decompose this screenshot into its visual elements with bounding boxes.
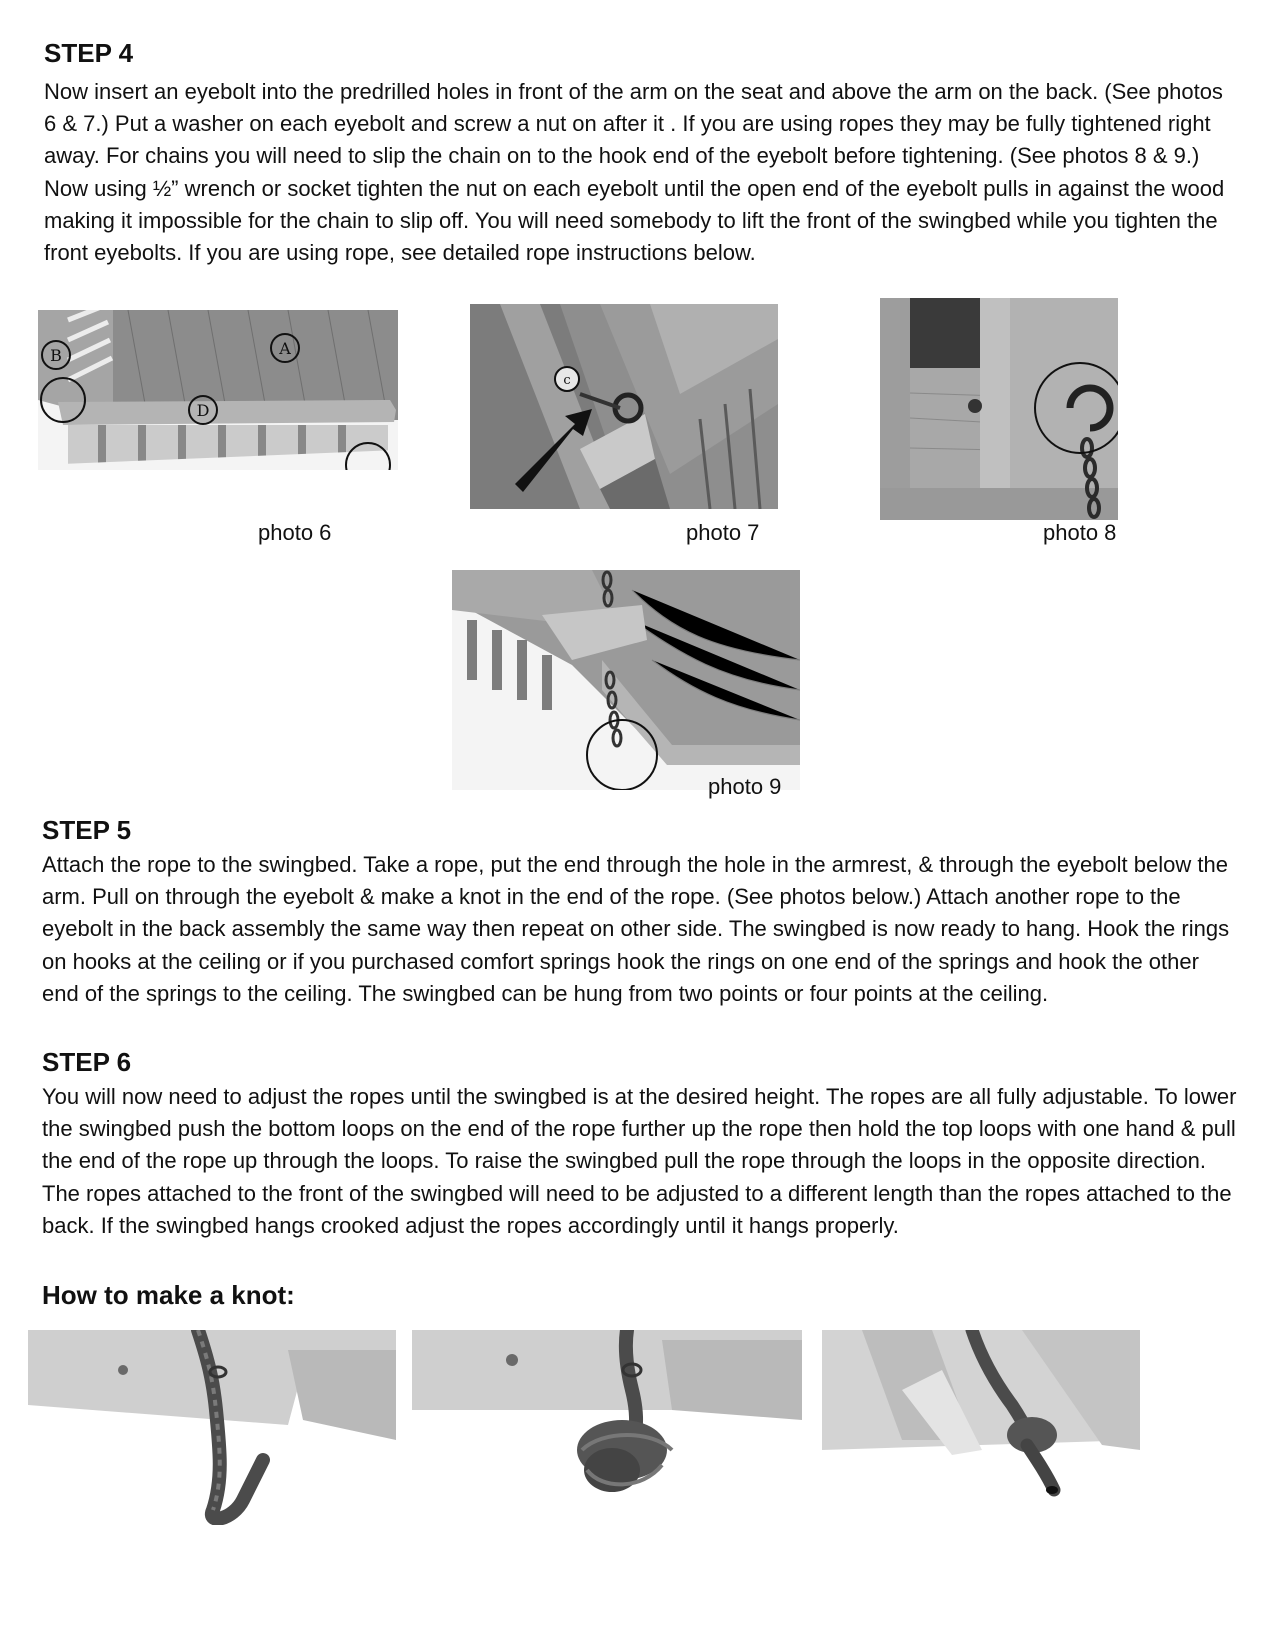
step6-text: You will now need to adjust the ropes until the swingbed is at the desired height. The ropes are all fully adjustable. To lower the swingbed push the bottom loops on the end of the rope further up the rope then hold the top loops with one hand & pull the end of the rope up through the loops. To raise the swingbed pull the rope through the loops in the opposite direction. The ropes attached to the front of the swingbed will need to be adjusted to a different length than the ropes attached to the back. If the swingbed hangs crooked adjust the ropes accordingly until it hangs properly.: [42, 1084, 1237, 1238]
photo-7: [470, 304, 778, 509]
step5-heading: STEP 5: [42, 815, 132, 845]
knot-photo-1: [28, 1330, 396, 1525]
step5-text: Attach the rope to the swingbed. Take a rope, put the end through the hole in the armrest, & through the eyebolt below the arm. Pull on through the eyebolt & make a knot in the end of the rope. (See photos below.) Attach another rope to the eyebolt in the back assembly the same way then repeat on other side. The swingbed is now ready to hang. Hook the rings on hooks at the ceiling or if you purchased comfort springs hook the rings on one end of the springs and hook the other end of the springs to the ceiling. The swingbed can be hung from two points or four points at the ceiling.: [42, 852, 1230, 1006]
photo6-label-d: D: [196, 401, 210, 420]
photo8-caption: photo 8: [1043, 520, 1117, 545]
photo6-caption: photo 6: [258, 520, 332, 545]
photo-8: [880, 298, 1118, 520]
photo6-label-a: A: [279, 339, 291, 358]
step4-text: Now insert an eyebolt into the predrilled holes in front of the arm on the seat and above the arm on the back. (See photos 6 & 7.) Put a washer on each eyebolt and screw a nut on after it . If you are using ropes they may be fully tightened right away. For chains you will need to slip the chain on to the hook end of the eyebolt before tightening. (See photos 8 & 9.) Now using ½” wrench or socket tighten the nut on each eyebolt until the open end of the eyebolt pulls in against the wood making it impossible for the chain to slip off. You will need somebody to lift the front of the swingbed while you tighten the front eyebolts. If you are using rope, see detailed rope instructions below.: [44, 79, 1225, 266]
photo6-label-b: B: [50, 346, 62, 365]
photo7-caption: photo 7: [686, 520, 760, 545]
knot-photo-3: [822, 1330, 1140, 1525]
step4-heading: STEP 4: [44, 38, 134, 68]
knot-heading: How to make a knot:: [42, 1280, 295, 1310]
photo-6: [38, 310, 398, 470]
step6-heading: STEP 6: [42, 1047, 132, 1077]
photo-9: [452, 570, 800, 790]
knot-photo-2: [412, 1330, 802, 1525]
photo9-caption: photo 9: [708, 774, 782, 799]
photo7-label-c: c: [563, 373, 571, 388]
